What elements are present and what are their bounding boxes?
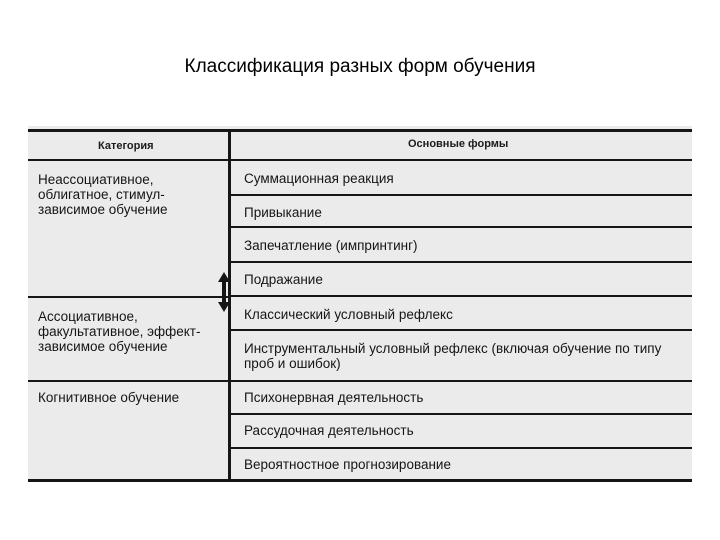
form-row: Привыкание (244, 205, 322, 220)
form-row: Классический условный рефлекс (244, 307, 453, 322)
table-top-border (28, 129, 692, 132)
form-row: Рассудочная деятельность (244, 423, 414, 438)
form-row: Подражание (244, 272, 323, 287)
category-divider-2 (28, 380, 228, 382)
table-bottom-border (28, 479, 692, 482)
classification-table (28, 126, 692, 482)
category-associative: Ассоциативное, факультативное, эффект-зависимое обучение (38, 309, 201, 354)
form-row: Психонервная деятельность (244, 390, 424, 405)
row-divider (231, 226, 692, 228)
page-title: Классификация разных форм обучения (184, 56, 536, 77)
row-divider (231, 413, 692, 415)
row-divider (231, 261, 692, 263)
category-divider-1 (28, 296, 228, 298)
header-divider (28, 159, 692, 161)
row-divider (231, 447, 692, 449)
form-row: Запечатление (импринтинг) (244, 238, 418, 253)
row-divider (231, 380, 692, 382)
form-row: Суммационная реакция (244, 171, 394, 186)
category-nonassociative: Неассоциативное, облигатное, стимул-зависимое обучение (38, 172, 168, 217)
header-category: Категория (98, 140, 154, 152)
header-forms: Основные формы (408, 138, 509, 150)
row-divider (231, 329, 692, 331)
row-divider (231, 295, 692, 297)
category-cognitive: Когнитивное обучение (38, 390, 180, 405)
double-arrow-icon (218, 272, 230, 312)
row-divider (231, 194, 692, 196)
form-row: Вероятностное прогнозирование (244, 457, 451, 472)
form-row: Инструментальный условный рефлекс (включая обучение по типу проб и ошибок) (244, 341, 662, 371)
